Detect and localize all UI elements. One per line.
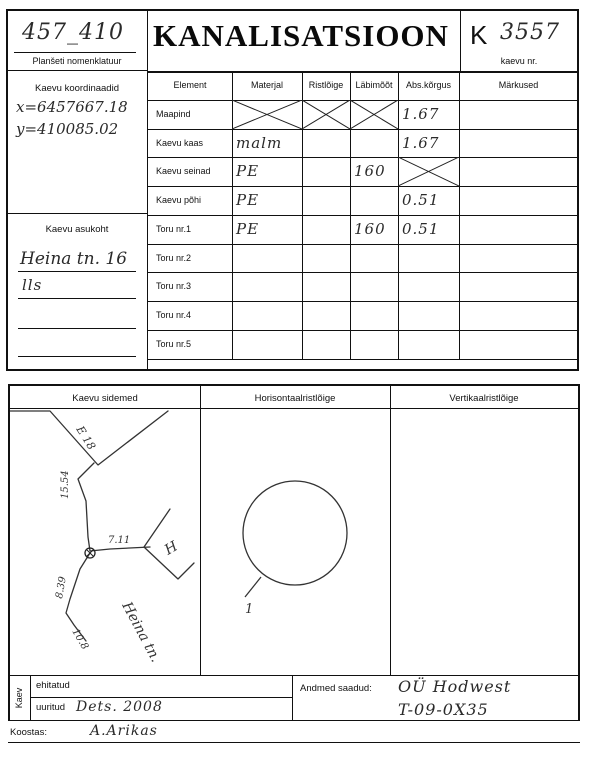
table-row-element: Kaevu kaas [156, 138, 204, 148]
well-number: 3557 [500, 20, 560, 45]
table-row-element: Toru nr.4 [156, 310, 192, 320]
author-value: A.Arikas [90, 723, 158, 739]
sheet-label: Planšeti nomenklatuur [32, 56, 122, 66]
sketch-col-vertical: Vertikaalristlõige [449, 393, 519, 404]
table-cell-height: 1.67 [402, 134, 440, 152]
table-row-element: Toru nr.5 [156, 339, 192, 349]
table-cell-diameter: 160 [354, 162, 386, 180]
well-side-label: Kaev [14, 687, 24, 709]
table-cell-diameter: 160 [354, 220, 386, 238]
table-rule [148, 272, 578, 273]
table-rule [459, 72, 460, 359]
table-header-col-diameter: Läbimõõt [355, 80, 393, 90]
table-cell-height: 1.67 [402, 105, 440, 123]
location-line-1: Heina tn. 16 [20, 249, 128, 269]
table-header-col-height: Abs.kõrgus [405, 80, 452, 90]
page-title: KANALISATSIOON [153, 18, 449, 53]
data-source-label: Andmed saadud: [300, 683, 372, 694]
sheet-number: 457_410 [22, 20, 124, 45]
table-rule [148, 244, 578, 245]
table-header-col-material: Materjal [250, 80, 283, 90]
table-rule [148, 330, 578, 331]
table-header-col-cross: Ristlõige [308, 80, 344, 90]
table-rule [148, 215, 578, 216]
table-cell-height: 0.51 [402, 220, 440, 238]
coordinate-y: y=410085.02 [16, 120, 119, 138]
pipe-number: 1 [245, 602, 254, 617]
table-cell-height: 0.51 [402, 191, 440, 209]
dist-right: 7.11 [108, 535, 131, 546]
crossed-cell [232, 100, 302, 129]
crossed-cell [398, 157, 459, 186]
dist-left: 8.39 [54, 575, 69, 600]
dist-top: 15.54 [60, 470, 71, 499]
sketch-col-links: Kaevu sidemed [72, 393, 138, 404]
sketch-col-horizontal: Horisontaalristlõige [254, 393, 336, 404]
table-row-element: Toru nr.1 [156, 224, 192, 234]
author-label: Koostas: [10, 727, 47, 738]
dist-bottom: 10.8 [69, 627, 91, 652]
links-sketch [10, 409, 200, 675]
location-line-2: lls [22, 276, 43, 294]
table-rule [398, 72, 399, 359]
table-header-col-notes: Märkused [498, 80, 539, 90]
table-row-element: Kaevu seinad [156, 166, 211, 176]
surveyed-value: Dets. 2008 [76, 699, 163, 715]
table-row-element: Kaevu põhi [156, 195, 202, 205]
well-circle [243, 481, 347, 585]
e-label: E 18 [73, 423, 99, 453]
horizontal-section [201, 409, 390, 675]
surveyed-label: uuritud [36, 702, 66, 713]
built-label: ehitatud [36, 680, 70, 691]
table-row-element: Toru nr.2 [156, 253, 192, 263]
street-label: Heina tn. [118, 599, 164, 666]
table-rule [148, 72, 578, 73]
data-source-value-1: OÜ Hodwest [398, 677, 512, 696]
table-header-col-element: Element [173, 80, 207, 90]
table-cell-material: PE [236, 191, 260, 209]
table-rule [148, 301, 578, 302]
table-cell-material: PE [236, 162, 260, 180]
coordinate-x: x=6457667.18 [16, 98, 128, 116]
location-heading: Kaevu asukoht [45, 224, 109, 235]
data-source-value-2: T-09-0X35 [398, 700, 489, 719]
h-label: H [162, 538, 181, 559]
table-cell-material: malm [236, 134, 283, 152]
coordinates-heading: Kaevu koordinaadid [35, 83, 119, 94]
crossed-cell [302, 100, 350, 129]
table-rule [148, 359, 578, 360]
well-label: kaevu nr. [500, 56, 538, 66]
table-rule [148, 157, 578, 158]
well-prefix: K [470, 20, 488, 50]
crossed-cell [350, 100, 398, 129]
table-cell-material: PE [236, 220, 260, 238]
table-row-element: Toru nr.3 [156, 281, 192, 291]
table-row-element: Maapind [156, 109, 191, 119]
table-rule [148, 129, 578, 130]
table-rule [148, 186, 578, 187]
